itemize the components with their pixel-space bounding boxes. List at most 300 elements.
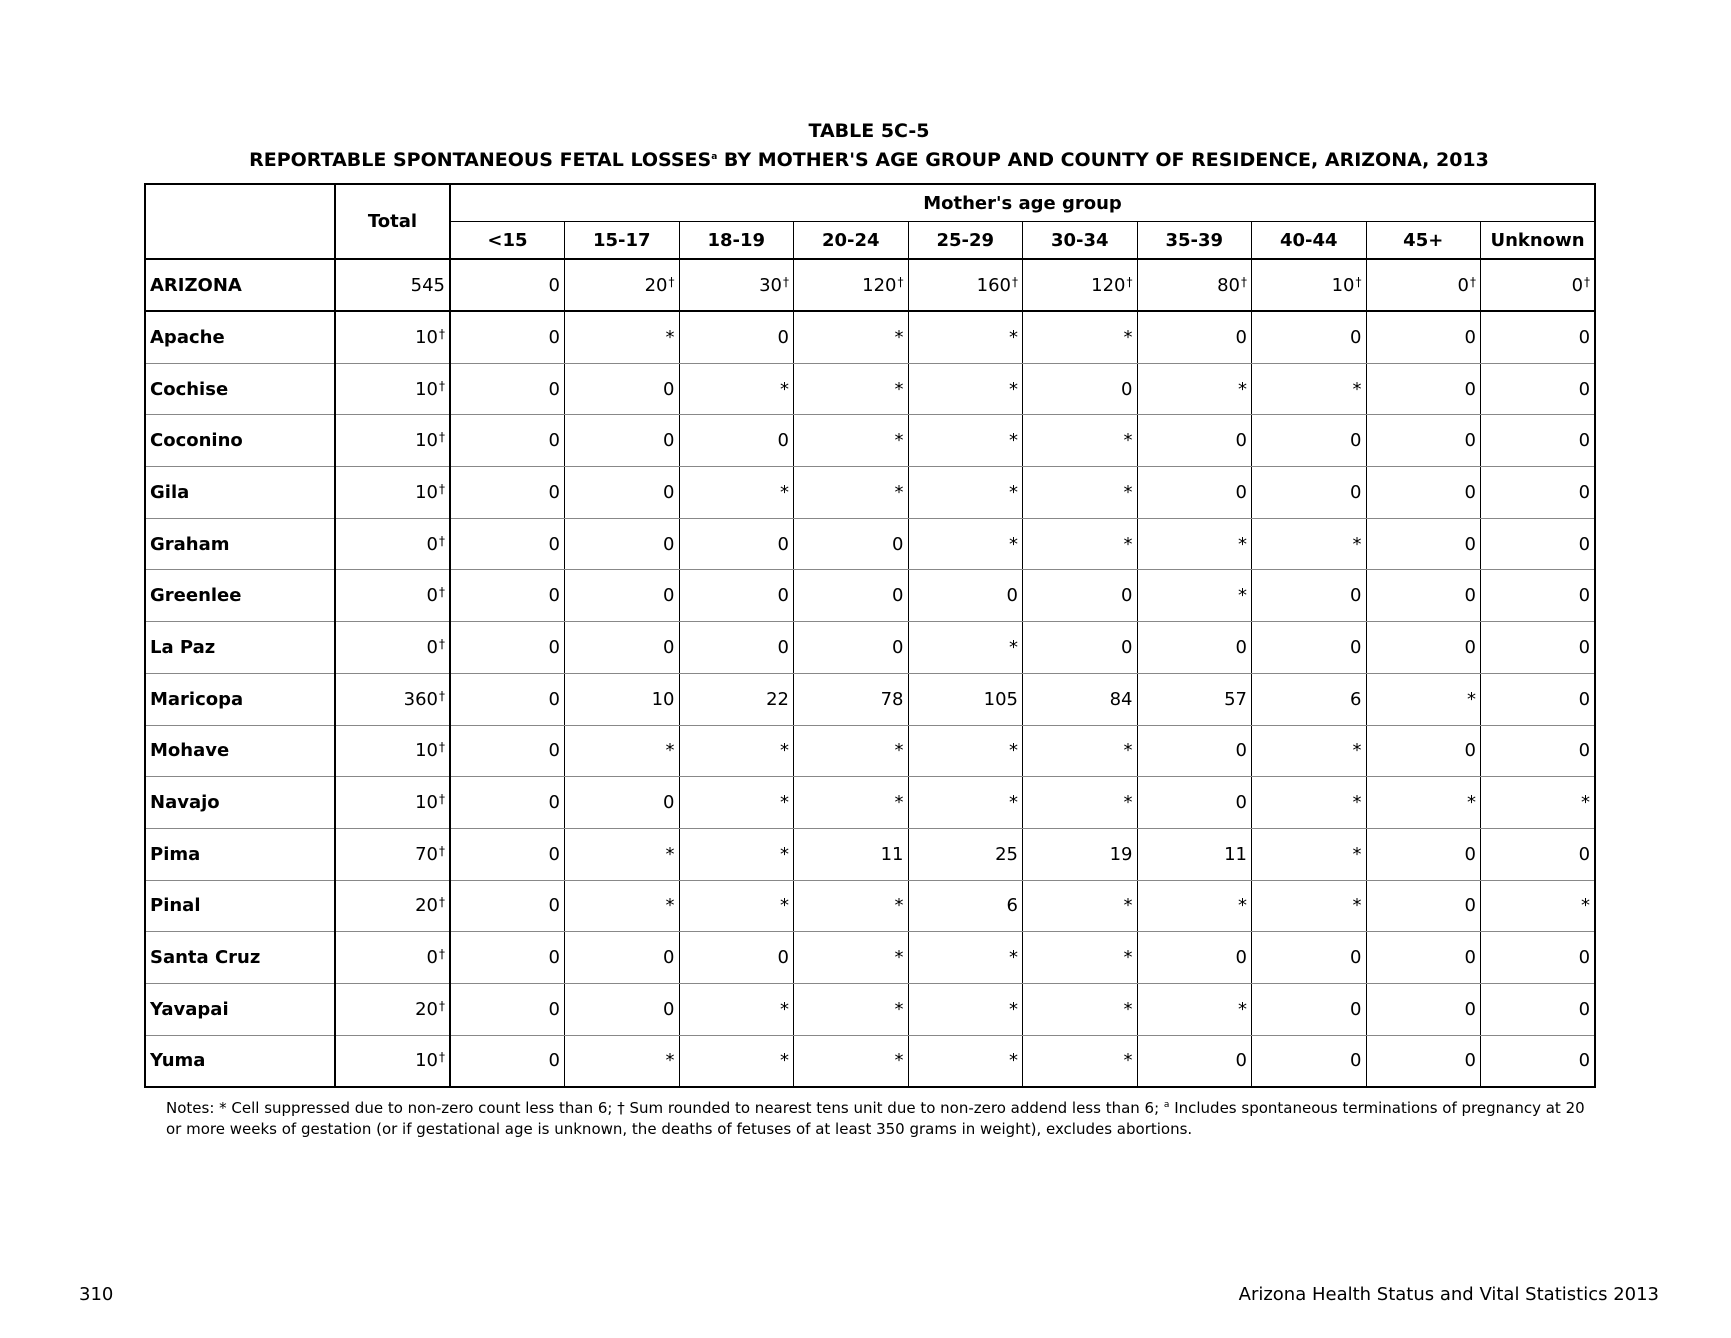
- fetal-losses-table: [144, 183, 1596, 1088]
- cell-value: 0: [777, 326, 789, 348]
- cell-value: 10: [415, 740, 438, 762]
- cell-value: 0: [426, 636, 438, 658]
- age-cell: [450, 622, 565, 674]
- cell-value: 0: [663, 947, 675, 969]
- county-row: [145, 311, 1595, 363]
- cell-value: 19: [1109, 843, 1133, 865]
- age-cell: [1481, 880, 1596, 932]
- age-cell: [1481, 363, 1596, 415]
- cell-value: 0: [892, 636, 904, 658]
- notes-part2: Includes spontaneous terminations of pregnancy at 20 or more weeks of gestation (or if gestational age is unknown, the deaths of fetuses of at least 350 grams in weight), excludes abortions.: [166, 1099, 1585, 1138]
- cell-value: *: [1352, 792, 1362, 814]
- age-cell: [1137, 518, 1252, 570]
- age-cell: [679, 673, 794, 725]
- cell-value: 0: [548, 636, 560, 658]
- dagger-mark: †: [1241, 274, 1247, 289]
- cell-value: 0: [548, 947, 560, 969]
- age-cell: [679, 725, 794, 777]
- county-row: [145, 363, 1595, 415]
- age-cell: [794, 622, 909, 674]
- age-cell: [1481, 518, 1596, 570]
- county-row: [145, 880, 1595, 932]
- age-cell: [679, 932, 794, 984]
- age-cell: [565, 570, 680, 622]
- cell-value: 20: [415, 998, 438, 1020]
- header-age-6: 35-39: [1137, 222, 1252, 260]
- total-cell: [335, 259, 450, 311]
- age-cell: [1366, 1035, 1481, 1087]
- cell-value: 0: [548, 688, 560, 710]
- age-cell: [1023, 518, 1138, 570]
- age-cell: [679, 777, 794, 829]
- age-cell: [1366, 673, 1481, 725]
- cell-value: *: [894, 378, 904, 400]
- cell-value: 0: [1235, 636, 1247, 658]
- age-cell: [450, 363, 565, 415]
- cell-value: *: [665, 740, 675, 762]
- cell-value: *: [780, 792, 789, 814]
- cell-value: 0: [1235, 947, 1247, 969]
- dagger-mark: †: [439, 378, 445, 393]
- age-cell: [450, 259, 565, 311]
- dagger-mark: †: [439, 843, 445, 858]
- row-label: Pinal: [145, 880, 335, 932]
- age-cell: [679, 518, 794, 570]
- age-cell: [794, 363, 909, 415]
- cell-value: 0: [1464, 636, 1476, 658]
- cell-value: 6: [1350, 688, 1362, 710]
- cell-value: 0: [548, 998, 560, 1020]
- table-title: [144, 118, 1594, 173]
- age-cell: [450, 415, 565, 467]
- cell-value: 0: [1578, 585, 1591, 607]
- cell-value: 120: [1091, 274, 1126, 296]
- cell-value: 0: [1578, 533, 1591, 555]
- row-label: Maricopa: [145, 673, 335, 725]
- dagger-mark: †: [1355, 274, 1362, 289]
- cell-value: 0: [663, 792, 675, 814]
- age-cell: [1366, 777, 1481, 829]
- age-cell: [1137, 1035, 1252, 1087]
- age-cell: [794, 311, 909, 363]
- county-row: [145, 983, 1595, 1035]
- cell-value: *: [1009, 430, 1018, 452]
- cell-value: *: [665, 843, 675, 865]
- age-cell: [565, 311, 680, 363]
- row-label: Santa Cruz: [145, 932, 335, 984]
- age-cell: [1252, 363, 1367, 415]
- county-row: [145, 570, 1595, 622]
- age-cell: [794, 725, 909, 777]
- age-cell: [1023, 415, 1138, 467]
- cell-value: 20: [644, 274, 668, 296]
- cell-value: *: [894, 430, 904, 452]
- age-cell: [1366, 363, 1481, 415]
- notes-part1: Notes: * Cell suppressed due to non-zero count less than 6; † Sum rounded to nearest tens unit due to non-zero addend less than 6;: [166, 1099, 1164, 1117]
- cell-value: 0: [777, 533, 789, 555]
- age-cell: [679, 259, 794, 311]
- age-cell: [908, 1035, 1023, 1087]
- cell-value: 0: [663, 533, 675, 555]
- cell-value: 0: [1235, 792, 1247, 814]
- age-cell: [1023, 259, 1138, 311]
- age-cell: [679, 983, 794, 1035]
- notes-footnote-marker: a: [1163, 1100, 1170, 1110]
- cell-value: *: [1581, 895, 1591, 917]
- cell-value: *: [1009, 740, 1018, 762]
- age-cell: [1366, 570, 1481, 622]
- cell-value: 0: [1578, 481, 1591, 503]
- age-cell: [908, 983, 1023, 1035]
- total-cell: [335, 570, 450, 622]
- cell-value: 0: [1578, 843, 1591, 865]
- age-cell: [679, 880, 794, 932]
- age-cell: [1252, 880, 1367, 932]
- total-cell: [335, 1035, 450, 1087]
- cell-value: *: [665, 1050, 675, 1072]
- total-cell: [335, 415, 450, 467]
- cell-value: *: [780, 481, 789, 503]
- dagger-mark: †: [668, 274, 675, 289]
- age-cell: [794, 259, 909, 311]
- cell-value: 10: [415, 378, 438, 400]
- age-cell: [1366, 932, 1481, 984]
- age-cell: [1481, 777, 1596, 829]
- age-cell: [908, 415, 1023, 467]
- row-label: Yuma: [150, 1050, 206, 1072]
- cell-value: 70: [415, 843, 438, 865]
- cell-value: 0: [777, 430, 789, 452]
- header-age-group: Mother's age group: [450, 184, 1595, 222]
- age-cell: [565, 880, 680, 932]
- cell-value: 0: [1578, 947, 1591, 969]
- header-age-2: 18-19: [679, 222, 794, 260]
- age-cell: [1252, 725, 1367, 777]
- age-cell: [679, 828, 794, 880]
- age-cell: [1252, 622, 1367, 674]
- age-cell: [1481, 725, 1596, 777]
- age-cell: [1366, 880, 1481, 932]
- cell-value: *: [1009, 1050, 1018, 1072]
- age-cell: [1137, 880, 1252, 932]
- cell-value: *: [1123, 740, 1133, 762]
- cell-value: 10: [415, 326, 438, 348]
- cell-value: 0: [548, 895, 560, 917]
- cell-value: 0: [1464, 1050, 1476, 1072]
- cell-value: *: [1238, 895, 1247, 917]
- age-cell: [794, 777, 909, 829]
- row-label: Gila: [145, 467, 335, 519]
- cell-value: *: [1123, 1050, 1133, 1072]
- age-cell: [450, 570, 565, 622]
- cell-value: 11: [1224, 843, 1247, 865]
- cell-value: 0: [1578, 740, 1591, 762]
- cell-value: *: [1238, 533, 1247, 555]
- state-total-row: [145, 259, 1595, 311]
- cell-value: 0: [1464, 481, 1476, 503]
- dagger-mark: †: [439, 585, 445, 600]
- age-cell: [908, 259, 1023, 311]
- cell-value: *: [1352, 378, 1362, 400]
- age-cell: [1481, 259, 1596, 311]
- cell-value: *: [1123, 481, 1133, 503]
- age-cell: [450, 518, 565, 570]
- cell-value: *: [665, 895, 675, 917]
- age-cell: [1481, 415, 1596, 467]
- cell-value: *: [1123, 533, 1133, 555]
- cell-value: 160: [976, 274, 1011, 296]
- age-cell: [565, 467, 680, 519]
- cell-value: *: [1581, 792, 1591, 814]
- age-cell: [679, 1035, 794, 1087]
- cell-value: 0: [1350, 1050, 1362, 1072]
- cell-value: 0: [1464, 947, 1476, 969]
- cell-value: 0: [1121, 585, 1133, 607]
- cell-value: *: [894, 895, 904, 917]
- row-label: Cochise: [145, 363, 335, 415]
- county-row: [145, 622, 1595, 674]
- age-cell: [1137, 932, 1252, 984]
- age-cell: [1366, 415, 1481, 467]
- cell-value: 0: [1121, 378, 1133, 400]
- cell-value: *: [1009, 792, 1018, 814]
- total-cell: [335, 777, 450, 829]
- cell-value: *: [894, 792, 904, 814]
- cell-value: 10: [415, 430, 438, 452]
- age-cell: [1366, 311, 1481, 363]
- dagger-mark: †: [1012, 274, 1018, 289]
- dagger-mark: †: [439, 326, 445, 341]
- row-label: ARIZONA: [145, 259, 335, 311]
- age-cell: [1023, 467, 1138, 519]
- cell-value: 22: [766, 688, 789, 710]
- age-cell: [450, 1035, 565, 1087]
- dagger-mark: †: [439, 895, 445, 910]
- cell-value: *: [894, 947, 904, 969]
- cell-value: *: [1238, 378, 1247, 400]
- age-cell: [565, 1035, 680, 1087]
- row-label: Greenlee: [145, 570, 335, 622]
- cell-value: 0: [1006, 585, 1018, 607]
- cell-value: *: [780, 740, 789, 762]
- cell-value: 0: [1457, 274, 1469, 296]
- age-cell: [450, 311, 565, 363]
- age-cell: [1023, 777, 1138, 829]
- row-label: Apache: [145, 311, 335, 363]
- cell-value: 0: [1350, 585, 1362, 607]
- age-cell: [450, 828, 565, 880]
- age-cell: [679, 622, 794, 674]
- age-cell: [1023, 363, 1138, 415]
- cell-value: 0: [1578, 688, 1591, 710]
- cell-value: *: [1009, 481, 1018, 503]
- dagger-mark: †: [1126, 274, 1133, 289]
- row-label: Navajo: [145, 777, 335, 829]
- age-cell: [1252, 1035, 1367, 1087]
- cell-value: 0: [426, 585, 438, 607]
- cell-value: *: [1123, 430, 1133, 452]
- cell-value: 105: [983, 688, 1018, 710]
- cell-value: *: [1352, 895, 1362, 917]
- county-row: [145, 777, 1595, 829]
- cell-value: *: [665, 326, 675, 348]
- cell-value: *: [1238, 585, 1247, 607]
- header-age-5: 30-34: [1023, 222, 1138, 260]
- cell-value: 0: [426, 533, 438, 555]
- age-cell: [450, 983, 565, 1035]
- total-cell: [335, 622, 450, 674]
- cell-value: *: [780, 895, 789, 917]
- age-cell: [1252, 828, 1367, 880]
- age-cell: [908, 311, 1023, 363]
- age-cell: [1366, 828, 1481, 880]
- age-cell: [679, 467, 794, 519]
- cell-value: 0: [548, 740, 560, 762]
- county-row: [145, 725, 1595, 777]
- county-row: [145, 1035, 1595, 1087]
- age-cell: [908, 622, 1023, 674]
- cell-value: 0: [1350, 481, 1362, 503]
- cell-value: *: [1123, 895, 1133, 917]
- dagger-mark: †: [1470, 274, 1476, 289]
- age-cell: [908, 880, 1023, 932]
- age-cell: [794, 1035, 909, 1087]
- cell-value: 0: [1464, 895, 1476, 917]
- cell-value: 0: [548, 326, 560, 348]
- cell-value: 20: [415, 895, 438, 917]
- cell-value: *: [1009, 947, 1018, 969]
- total-cell: [335, 880, 450, 932]
- cell-value: 0: [1235, 481, 1247, 503]
- cell-value: 0: [548, 481, 560, 503]
- header-age-0: <15: [450, 222, 565, 260]
- age-cell: [565, 363, 680, 415]
- cell-value: 545: [410, 274, 445, 296]
- row-label: Mohave: [145, 725, 335, 777]
- cell-value: 0: [663, 378, 675, 400]
- cell-value: 120: [862, 274, 897, 296]
- cell-value: 78: [880, 688, 904, 710]
- cell-value: 0: [663, 481, 675, 503]
- age-cell: [1023, 725, 1138, 777]
- cell-value: 0: [1235, 430, 1247, 452]
- age-cell: [1137, 363, 1252, 415]
- cell-value: *: [1123, 998, 1133, 1020]
- row-label: La Paz: [145, 622, 335, 674]
- age-cell: [565, 415, 680, 467]
- cell-value: 0: [1464, 998, 1476, 1020]
- cell-value: 0: [1121, 636, 1133, 658]
- age-cell: [1366, 259, 1481, 311]
- age-cell: [794, 932, 909, 984]
- cell-value: *: [1467, 688, 1476, 710]
- age-cell: [1366, 467, 1481, 519]
- cell-value: 0: [663, 430, 675, 452]
- cell-value: 0: [777, 636, 789, 658]
- age-cell: [1137, 828, 1252, 880]
- cell-value: *: [1009, 636, 1018, 658]
- age-cell: [1366, 622, 1481, 674]
- cell-value: *: [1352, 533, 1362, 555]
- cell-value: 0: [548, 430, 560, 452]
- age-cell: [1023, 622, 1138, 674]
- age-cell: [908, 932, 1023, 984]
- header-age-3: 20-24: [794, 222, 909, 260]
- age-cell: [1023, 570, 1138, 622]
- age-cell: [1023, 1035, 1138, 1087]
- dagger-mark: †: [439, 792, 445, 807]
- age-cell: [1481, 622, 1596, 674]
- cell-value: 360: [403, 688, 438, 710]
- age-cell: [1252, 311, 1367, 363]
- age-cell: [1023, 828, 1138, 880]
- age-cell: [450, 673, 565, 725]
- dagger-mark: †: [1584, 274, 1591, 289]
- age-cell: [1481, 1035, 1596, 1087]
- cell-value: 0: [1235, 1050, 1247, 1072]
- age-cell: [565, 983, 680, 1035]
- row-label: Coconino: [145, 415, 335, 467]
- age-cell: [450, 777, 565, 829]
- age-cell: [908, 777, 1023, 829]
- age-cell: [1481, 467, 1596, 519]
- cell-value: 0: [777, 947, 789, 969]
- age-cell: [679, 311, 794, 363]
- dagger-mark: †: [439, 430, 445, 445]
- age-cell: [794, 415, 909, 467]
- cell-value: 10: [415, 481, 438, 503]
- cell-value: 10: [415, 792, 438, 814]
- table-subtitle: [144, 144, 1594, 173]
- cell-value: 0: [548, 585, 560, 607]
- cell-value: 0: [1350, 636, 1362, 658]
- cell-value: 0: [548, 843, 560, 865]
- cell-value: *: [1467, 792, 1476, 814]
- dagger-mark: †: [897, 274, 904, 289]
- total-cell: [335, 467, 450, 519]
- age-cell: [1023, 673, 1138, 725]
- total-cell: [335, 983, 450, 1035]
- age-cell: [908, 467, 1023, 519]
- total-cell: [335, 311, 450, 363]
- county-row: [145, 828, 1595, 880]
- age-cell: [679, 570, 794, 622]
- age-cell: [794, 673, 909, 725]
- age-cell: [1023, 311, 1138, 363]
- cell-value: 0: [548, 274, 560, 296]
- header-total: Total: [335, 184, 450, 259]
- publication-footer: Arizona Health Status and Vital Statistics 2013: [1238, 1284, 1659, 1305]
- age-cell: [1252, 467, 1367, 519]
- cell-value: 0: [1578, 326, 1591, 348]
- cell-value: 30: [759, 274, 782, 296]
- cell-value: 0: [1578, 636, 1591, 658]
- cell-value: *: [894, 740, 904, 762]
- cell-value: 0: [548, 533, 560, 555]
- county-row: [145, 467, 1595, 519]
- age-cell: [1137, 259, 1252, 311]
- total-cell: [335, 673, 450, 725]
- age-cell: [450, 880, 565, 932]
- age-cell: [450, 932, 565, 984]
- cell-value: 25: [995, 843, 1018, 865]
- county-row: [145, 415, 1595, 467]
- table-number: TABLE 5C-5: [808, 120, 930, 142]
- cell-value: 10: [415, 1050, 438, 1072]
- cell-value: 10: [651, 688, 675, 710]
- age-cell: [565, 259, 680, 311]
- dagger-mark: †: [439, 740, 445, 755]
